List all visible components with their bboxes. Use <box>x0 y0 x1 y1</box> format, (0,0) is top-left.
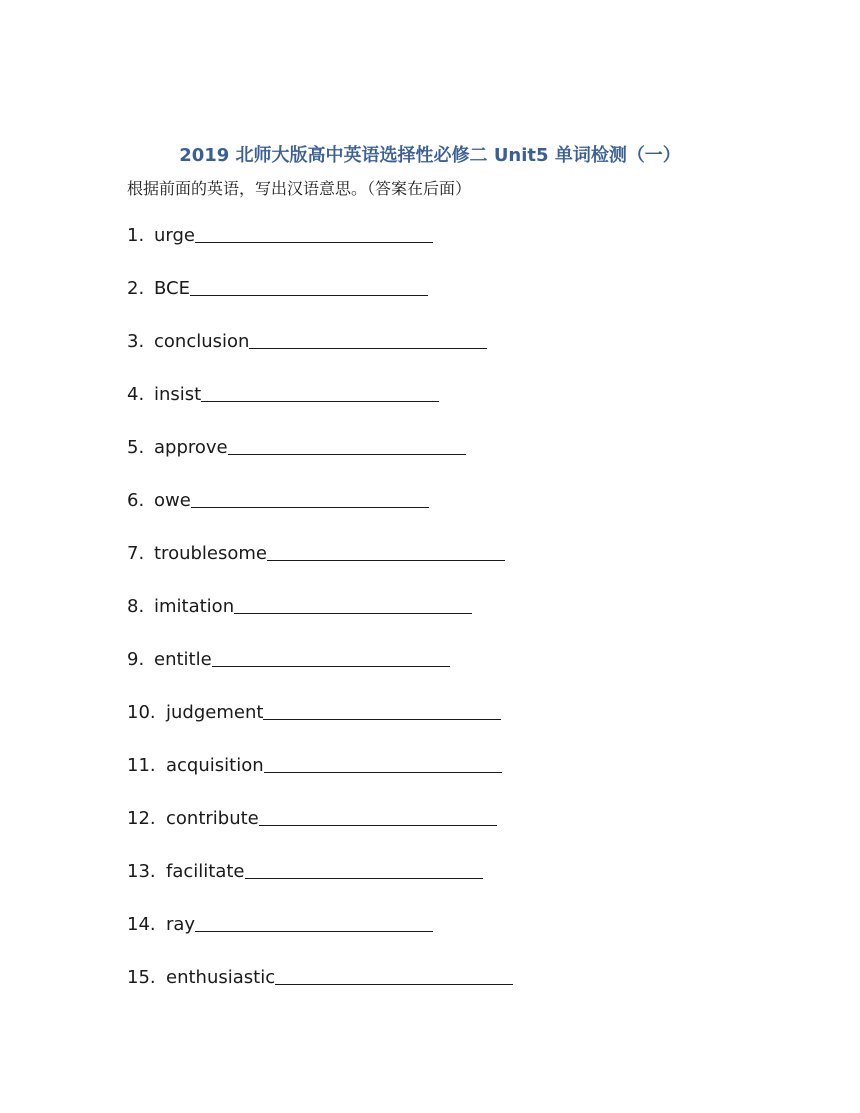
answer-blank[interactable] <box>245 860 483 879</box>
item-number: 9. <box>127 649 145 670</box>
item-word: enthusiastic <box>166 967 276 988</box>
item-number: 10. <box>127 702 156 723</box>
answer-blank[interactable] <box>228 436 466 455</box>
item-word: urge <box>154 225 195 246</box>
item-word: facilitate <box>166 861 245 882</box>
item-number: 3. <box>127 331 145 352</box>
list-item <box>127 275 428 303</box>
list-item <box>127 540 505 568</box>
item-number: 5. <box>127 437 145 458</box>
answer-blank[interactable] <box>264 754 502 773</box>
answer-blank[interactable] <box>201 383 439 402</box>
answer-blank[interactable] <box>263 701 501 720</box>
item-number: 14. <box>127 914 156 935</box>
item-word: BCE <box>154 278 190 299</box>
item-number: 1. <box>127 225 145 246</box>
item-number: 6. <box>127 490 145 511</box>
list-item <box>127 964 513 992</box>
instruction-text: 根据前面的英语，写出汉语意思。（答案在后面） <box>127 179 472 198</box>
list-item <box>127 593 472 621</box>
page-title: 2019 北师大版高中英语选择性必修二 Unit5 单词检测（一） <box>179 145 681 166</box>
list-item <box>127 699 501 727</box>
item-word: troublesome <box>154 543 267 564</box>
answer-blank[interactable] <box>190 277 428 296</box>
item-number: 13. <box>127 861 156 882</box>
list-item <box>127 752 502 780</box>
item-word: entitle <box>154 649 212 670</box>
item-word: conclusion <box>154 331 250 352</box>
item-number: 2. <box>127 278 145 299</box>
item-word: approve <box>154 437 228 458</box>
item-word: ray <box>166 914 196 935</box>
answer-blank[interactable] <box>191 489 429 508</box>
item-number: 11. <box>127 755 156 776</box>
list-item <box>127 222 433 250</box>
answer-blank[interactable] <box>234 595 472 614</box>
item-word: insist <box>154 384 202 405</box>
item-word: imitation <box>154 596 235 617</box>
list-item <box>127 434 466 462</box>
item-word: acquisition <box>166 755 264 776</box>
item-number: 15. <box>127 967 156 988</box>
answer-blank[interactable] <box>195 913 433 932</box>
item-number: 4. <box>127 384 145 405</box>
item-number: 12. <box>127 808 156 829</box>
list-item <box>127 646 450 674</box>
list-item <box>127 858 483 886</box>
list-item <box>127 487 429 515</box>
answer-blank[interactable] <box>267 542 505 561</box>
item-word: judgement <box>166 702 264 723</box>
item-number: 8. <box>127 596 145 617</box>
item-word: owe <box>154 490 191 511</box>
answer-blank[interactable] <box>212 648 450 667</box>
list-item <box>127 805 497 833</box>
item-word: contribute <box>166 808 259 829</box>
answer-blank[interactable] <box>275 966 513 985</box>
list-item <box>127 381 439 409</box>
item-number: 7. <box>127 543 145 564</box>
answer-blank[interactable] <box>259 807 497 826</box>
answer-blank[interactable] <box>249 330 487 349</box>
answer-blank[interactable] <box>195 224 433 243</box>
list-item <box>127 328 487 356</box>
list-item <box>127 911 433 939</box>
